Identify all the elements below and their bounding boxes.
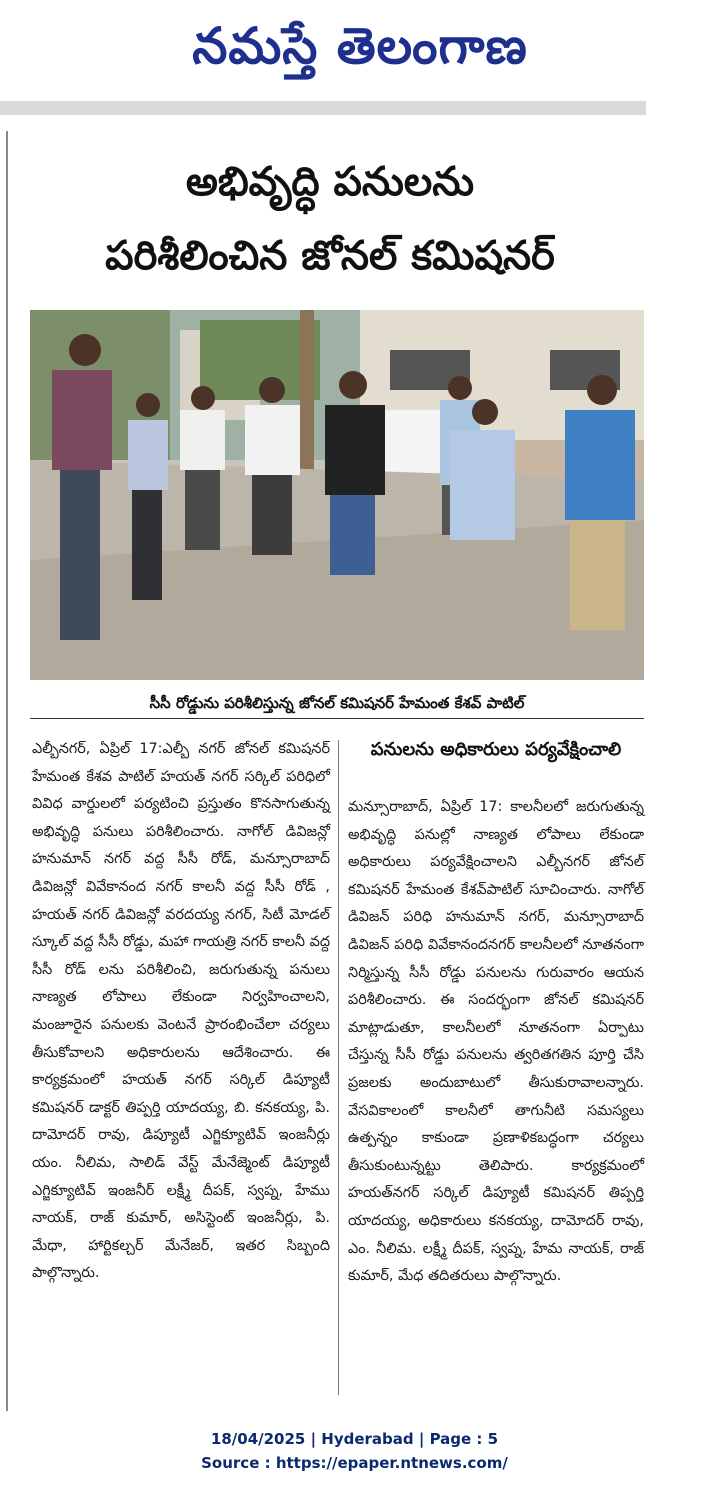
footer-meta: 18/04/2025 | Hyderabad | Page : 5	[210, 1430, 499, 1448]
column-divider	[338, 740, 339, 1395]
headline-line-1: అభివృద్ధి పనులను	[185, 159, 475, 205]
sub-heading: పనులను అధికారులు పర్యవేక్షించాలి	[370, 739, 622, 760]
newspaper-logo: నమస్తే తెలంగాణ	[192, 17, 528, 75]
street-scene-illustration	[30, 310, 644, 680]
masthead-divider	[0, 101, 646, 115]
headline-line-2: పరిశీలించిన జోనల్ కమిషనర్	[105, 233, 555, 279]
masthead	[0, 0, 709, 92]
utility-pole	[300, 310, 314, 480]
news-photo	[30, 310, 644, 680]
article-body-left: ఎల్బీనగర్, ఏప్రిల్ 17:ఎల్బీ నగర్ జోనల్ కమిషనర్ హేమంత కేశవ పాటిల్ హయత్ నగర్ సర్కిల్ పరిధిలో వివిధ వార్డులలో పర్యటించి ప్రస్తుతం కొనసాగుతున్న అభివృద్ధి పనులు పరిశీలించారు. నాగోల్ డివిజన్లో హనుమాన్ నగర్ వద్ద సీసీ రోడ్, మన్సూరాబాద్ డివిజన్లో వివేకానంద నగర్ కాలనీ వద్ద సీసీ రోడ్ , హయత్ నగర్ డివిజన్లో వరదయ్య నగర్, సిటీ మోడల్ స్కూల్ వద్ద సీసీ రోడ్డు, మహా గాయత్రి నగర్ కాలనీ వద్ద సీసీ రోడ్ లను పరిశీలించి, జరుగుతున్న పనులు నాణ్యత లోపాలు లేకుండా నిర్వహించాలని, మంజూరైన పనులకు వెంటనే ప్రారంభించేలా చర్యలు తీసుకోవాలని అధికారులను ఆదేశించారు. ఈ కార్యక్రమంలో హయత్ నగర్ సర్కిల్ డిప్యూటీ కమిషనర్ డాక్టర్ తిప్పర్తి యాదయ్య, బి. కనకయ్య, పి. దామోదర్ రావు, డిప్యూటీ ఎగ్జిక్యూటివ్ ఇంజనీర్లు యం. నీలిమ, సాలిడ్ వేస్ట్ మేనేజ్మెంట్ డిప్యూటీ ఎగ్జిక్యూటివ్ ఇంజనీర్ లక్ష్మీ దీపక్, స్వప్న, హేము నాయక్, రాజ్ కుమార్, అసిస్టెంట్ ఇంజనీర్లు, పి. మేధా, హార్టికల్చర్ మేనేజర్, ఇతర సిబ్బంది పాల్గొన్నారు.	[32, 741, 330, 1282]
footer-source: Source : https://epaper.ntnews.com/	[201, 1454, 508, 1472]
article-body-right: మన్సూరాబాద్, ఏప్రిల్ 17: కాలనీలలో జరుగుతున్న అభివృద్ధి పనుల్లో నాణ్యత లోపాలు లేకుండా అధికారులు పర్యవేక్షించాలని ఎల్బీనగర్ జోనల్ కమిషనర్ హేమంత కేశవ్‌పాటిల్ సూచించారు. నాగోల్ డివిజన్ పరిధి హనుమాన్ నగర్, మన్సూరాబాద్ డివిజన్ పరిధి వివేకానందనగర్ కాలనీలలో నూతనంగా నిర్మిస్తున్న సీసీ రోడ్డు పనులను గురువారం ఆయన పరిశీలించారు. ఈ సందర్భంగా జోనల్ కమిషనర్ మాట్లాడుతూ, కాలనీలలో నూతనంగా ఏర్పాటు చేస్తున్న సీసీ రోడ్డు పనులను త్వరితగతిన పూర్తి చేసి ప్రజలకు అందుబాటులో తీసుకురావాలన్నారు. వేసవికాలంలో కాలనీలో తాగునీటి సమస్యలు ఉత్పన్నం కాకుండా ప్రణాళికబద్ధంగా చర్యలు తీసుకుంటున్నట్టు తెలిపారు. కార్యక్రమంలో హయత్‌నగర్ సర్కిల్ డిప్యూటీ కమిషనర్ తిప్పర్తి యాదయ్య, అధికారులు కనకయ్య, దామోదర్ రావు, ఎం. నీలిమ. లక్ష్మీ దీపక్, స్వప్న, హేమ నాయక్, రాజ్ కుమార్, మేధ తదితరులు పాల్గొన్నారు.	[348, 799, 644, 1285]
photo-caption: సీసీ రోడ్డును పరిశీలిస్తున్న జోనల్ కమిషనర్ హేమంత కేశవ్ పాటిల్	[30, 688, 644, 719]
